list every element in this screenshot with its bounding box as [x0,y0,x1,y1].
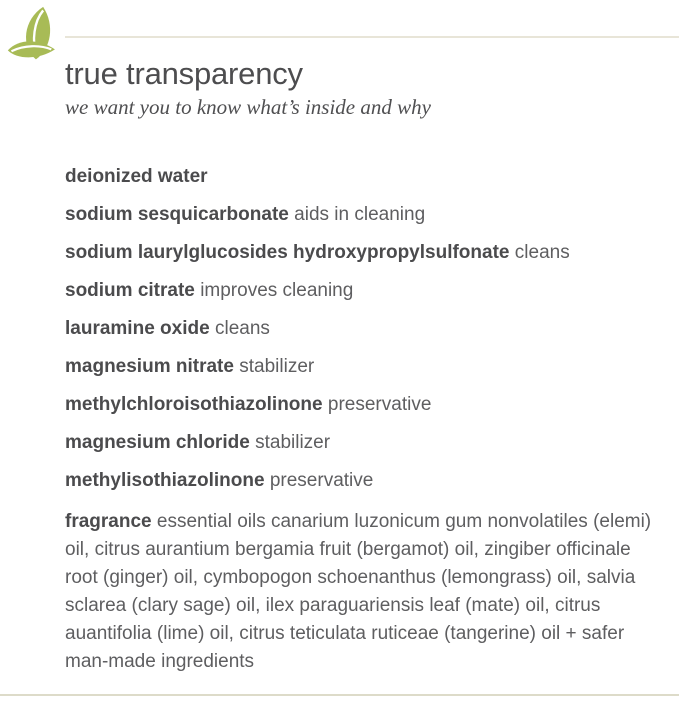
ingredient-row-fragrance [65,508,657,676]
page-title: true transparency [65,56,303,91]
ingredient-list [65,166,657,676]
footer-divider [0,694,679,696]
ingredient-row-magnesium-nitrate [65,356,657,378]
ingredient-name: sodium laurylglucosides hydroxypropylsulfonate [65,242,510,264]
leaf-icon [6,5,64,63]
ingredient-name: sodium citrate [65,280,195,302]
ingredient-name: magnesium chloride [65,432,250,454]
ingredient-row-methylchloroisothiazolinone [65,394,657,416]
ingredient-name: sodium sesquicarbonate [65,204,289,226]
ingredient-row-sodium-sesquicarbonate [65,204,657,226]
ingredient-description: essential oils canarium luzonicum gum nonvolatiles (elemi) oil, citrus aurantium bergamia fruit (bergamot) oil, zingiber officinale root (ginger) oil, cymbopogon schoenanthus (lemongrass) oil, salvia sclarea (clary sage) oil, ilex paraguariensis leaf (mate) oil, citrus auantifolia (lime) oil, citrus teticulata ruticeae (tangerine) oil + safer man-made ingredients [65,511,652,673]
ingredient-description: improves cleaning [200,280,354,302]
ingredient-name: deionized water [65,166,208,188]
label-content [65,0,657,676]
ingredient-description: aids in cleaning [294,204,426,226]
ingredient-row-sodium-citrate [65,280,657,302]
ingredient-row-magnesium-chloride [65,432,657,454]
ingredient-description: stabilizer [239,356,315,378]
ingredient-row-sodium-laurylglucosides [65,242,657,264]
ingredient-description: stabilizer [255,432,331,454]
ingredient-name: methylisothiazolinone [65,470,265,492]
ingredient-row-methylisothiazolinone [65,470,657,492]
ingredient-description: preservative [327,394,432,416]
ingredient-description: cleans [514,242,570,264]
ingredient-name: magnesium nitrate [65,356,234,378]
ingredient-row-lauramine-oxide [65,318,657,340]
ingredient-description: cleans [214,318,270,340]
ingredient-name: fragrance [65,511,152,533]
page-subtitle: we want you to know what’s inside and why [65,95,431,120]
leaf-icon-svg [6,5,64,63]
ingredient-name: lauramine oxide [65,318,210,340]
ingredient-description: preservative [269,470,374,492]
ingredient-name: methylchloroisothiazolinone [65,394,323,416]
ingredient-row-deionized-water [65,166,657,188]
